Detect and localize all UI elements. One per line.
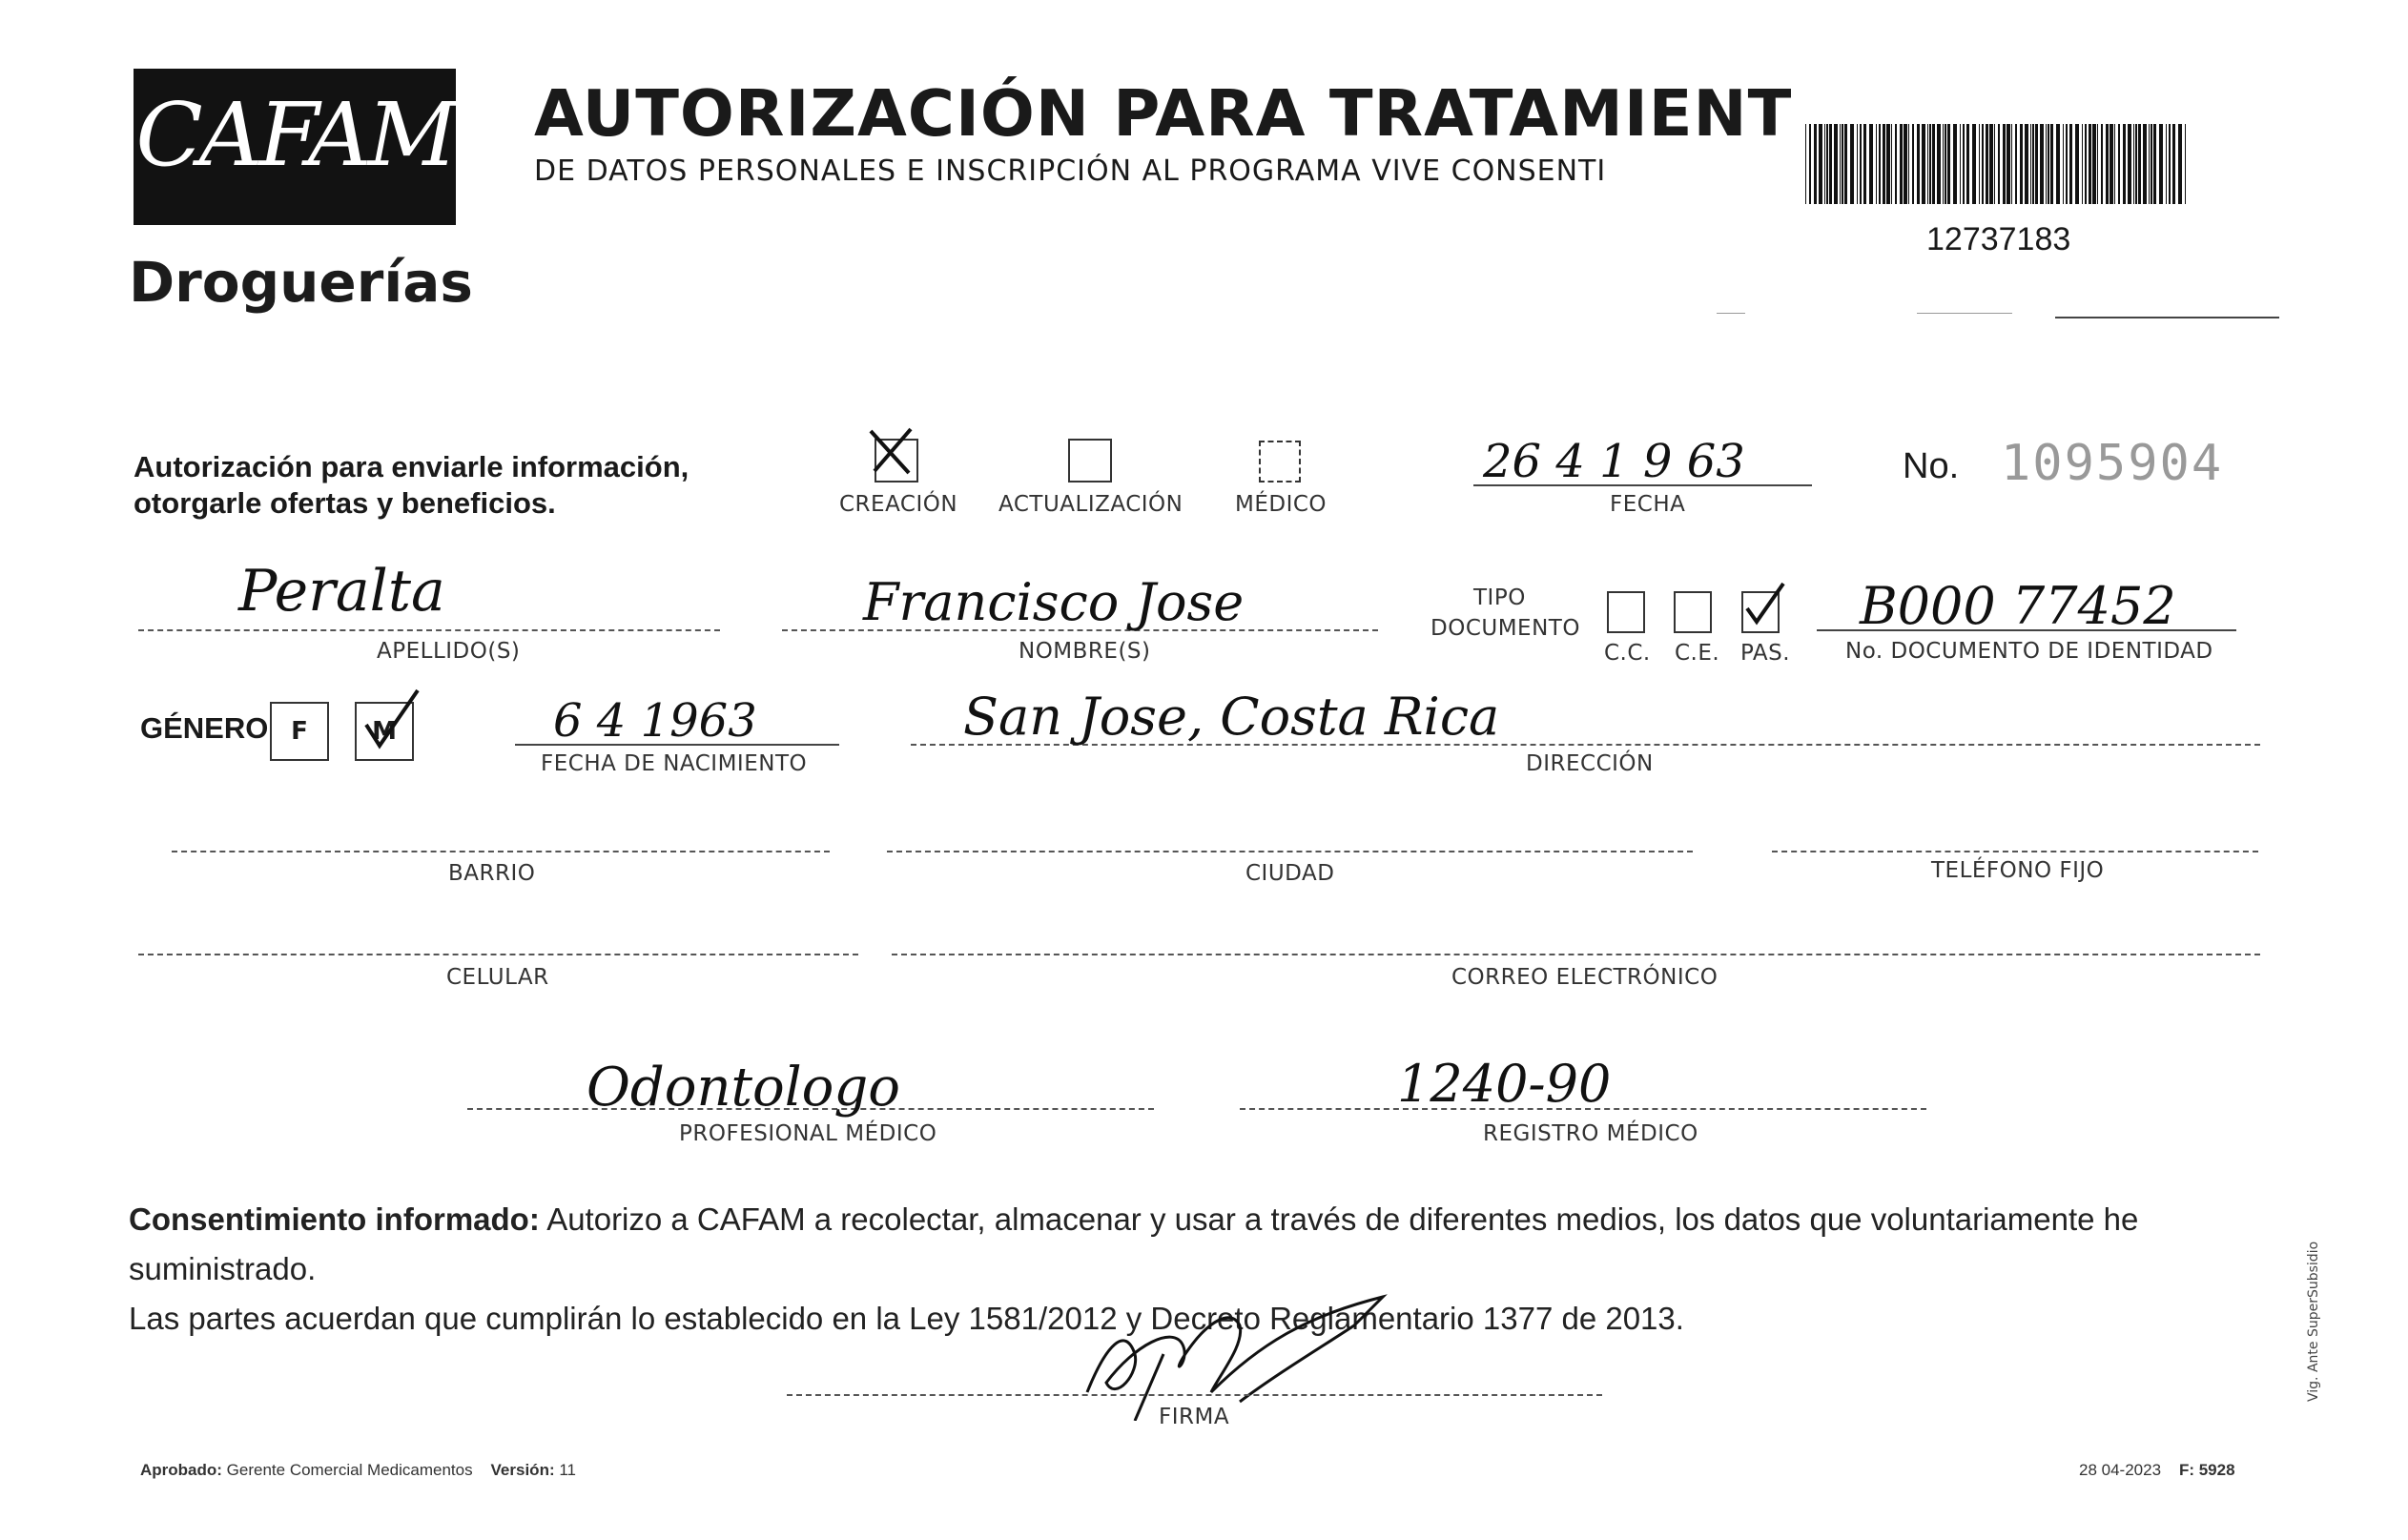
nacimiento-value: 6 4 1963: [553, 694, 757, 748]
barcode-bar: [1947, 124, 1950, 204]
barcode-bar: [1900, 124, 1903, 204]
barcode-bar: [2123, 124, 2126, 204]
barcode-bar: [2085, 124, 2087, 204]
barcode-bar: [1966, 124, 1969, 204]
telefono-label: TELÉFONO FIJO: [1931, 858, 2105, 883]
direccion-label: DIRECCIÓN: [1526, 751, 1654, 776]
signature-icon: [1049, 1287, 1411, 1421]
barcode-bar: [1829, 124, 1832, 204]
barrio-label: BARRIO: [448, 861, 536, 886]
barcode-bar: [1857, 124, 1858, 204]
barcode-bar: [1809, 124, 1811, 204]
barcode-bar: [1886, 124, 1890, 204]
barcode-bar: [1953, 124, 1957, 204]
nombres-label: NOMBRE(S): [1019, 639, 1151, 664]
barcode-bar: [1917, 124, 1920, 204]
profesional-label: PROFESIONAL MÉDICO: [679, 1121, 937, 1146]
consent-heading: Consentimiento informado:: [129, 1201, 540, 1237]
barcode-bar: [2015, 124, 2017, 204]
barcode-bar: [1982, 124, 1984, 204]
barcode-bar: [2118, 124, 2120, 204]
barcode-bar: [1963, 124, 1965, 204]
barcode-bar: [1989, 124, 1993, 204]
celular-line[interactable]: [138, 954, 858, 955]
barcode-bar: [1912, 124, 1914, 204]
barcode-bar: [1850, 124, 1854, 204]
creacion-checkbox[interactable]: [875, 439, 918, 483]
barcode-bar: [2089, 124, 2091, 204]
barcode-bar: [1842, 124, 1843, 204]
barcode-bar: [2046, 124, 2047, 204]
barrio-line[interactable]: [172, 851, 830, 852]
form-title: AUTORIZACIÓN PARA TRATAMIENT: [534, 76, 1793, 151]
barcode-bar: [2138, 124, 2141, 204]
direccion-value: San Jose, Costa Rica: [963, 687, 1500, 747]
aprobado-label: Aprobado:: [140, 1461, 222, 1479]
genero-f-label: F: [291, 717, 308, 746]
ce-checkbox[interactable]: [1674, 591, 1712, 633]
pas-label: PAS.: [1740, 641, 1791, 666]
barcode-bar: [1998, 124, 2000, 204]
barcode-bar: [1994, 124, 1995, 204]
barcode-bar: [2178, 124, 2182, 204]
footer-codes: [2079, 1461, 2235, 1480]
barcode-bar: [2172, 124, 2175, 204]
barcode-bar: [2101, 124, 2103, 204]
barcode-bar: [1986, 124, 1988, 204]
genero-f-checkbox[interactable]: [270, 702, 329, 761]
barcode-bar: [1879, 124, 1881, 204]
barcode-bar: [2020, 124, 2023, 204]
barcode-bar: [1860, 124, 1862, 204]
cc-checkbox[interactable]: [1607, 591, 1645, 633]
barcode-bar: [1805, 124, 1806, 204]
genero-m-checkbox[interactable]: [355, 702, 414, 761]
barcode-bar: [2040, 124, 2044, 204]
apellidos-line[interactable]: [138, 629, 720, 631]
barcode-bar: [2048, 124, 2049, 204]
barcode-bar: [1945, 124, 1946, 204]
correo-line[interactable]: [892, 954, 2260, 955]
apellidos-value: Peralta: [238, 558, 445, 625]
f-code: F: 5928: [2178, 1461, 2235, 1479]
barcode-bar: [1840, 124, 1841, 204]
nombres-value: Francisco Jose: [863, 572, 1245, 632]
version-value: 11: [559, 1461, 577, 1479]
aprobado-value: Gerente Comercial Medicamentos: [226, 1461, 473, 1479]
brand-subtitle: Droguerías: [129, 250, 473, 315]
barcode-bar: [2110, 124, 2113, 204]
genero-m-label: M: [372, 717, 397, 746]
check-mark-icon: [357, 687, 423, 753]
ciudad-line[interactable]: [887, 851, 1693, 852]
barcode-bar: [2114, 124, 2115, 204]
tipo-label: TIPO: [1473, 585, 1526, 610]
fecha-label: FECHA: [1610, 492, 1686, 517]
divider: [2055, 317, 2279, 318]
cafam-logo: CAFAM: [135, 84, 454, 186]
authorization-label-line2: otorgarle ofertas y beneficios.: [134, 486, 556, 520]
barcode-bar: [2025, 124, 2028, 204]
barcode-bar: [2143, 124, 2147, 204]
barcode-bar: [1932, 124, 1935, 204]
barcode-bar: [2135, 124, 2137, 204]
footer-approval: [140, 1461, 576, 1480]
barcode-bar: [1922, 124, 1925, 204]
genero-label: GÉNERO: [140, 711, 269, 745]
barcode-bar: [2003, 124, 2006, 204]
barcode-bar: [1844, 124, 1847, 204]
side-text: Vig. Ante SuperSubsidio: [2306, 1241, 2321, 1402]
barcode-bar: [2169, 124, 2171, 204]
celular-label: CELULAR: [446, 965, 549, 990]
barcode-bar: [1834, 124, 1838, 204]
check-mark-icon: [1741, 580, 1789, 627]
barcode-bar: [2159, 124, 2163, 204]
barcode-bar: [2069, 124, 2072, 204]
barcode-bar: [2035, 124, 2038, 204]
barcode-bar: [1863, 124, 1866, 204]
barcode-bar: [1891, 124, 1892, 204]
barcode-bar: [2063, 124, 2064, 204]
barcode-bar: [2128, 124, 2131, 204]
authorization-label-line1: Autorización para enviarle información,: [134, 450, 689, 483]
barcode-bar: [2106, 124, 2109, 204]
barcode-bar: [2185, 124, 2186, 204]
x-mark-icon: [865, 421, 922, 479]
consent-text-line2: Las partes acuerdan que cumplirán lo establecido en la Ley 1581/2012 y Decreto Reglamentario 1377 de 2013.: [129, 1301, 1684, 1336]
telefono-line[interactable]: [1772, 851, 2258, 852]
creacion-label: CREACIÓN: [839, 492, 958, 517]
barcode-bar: [2153, 124, 2156, 204]
signature-label: FIRMA: [1159, 1405, 1230, 1429]
registro-label: REGISTRO MÉDICO: [1483, 1121, 1698, 1146]
barcode-bar: [2030, 124, 2031, 204]
medico-checkbox[interactable]: [1259, 441, 1301, 483]
barcode-icon: [1805, 124, 2192, 204]
no-label: No.: [1903, 446, 1960, 486]
barcode-bar: [1895, 124, 1897, 204]
barcode-number: 12737183: [1926, 221, 2071, 257]
divider: [1717, 313, 1745, 314]
barcode-bar: [2097, 124, 2098, 204]
fecha-value: 26 4 1 9 63: [1483, 435, 1745, 488]
barcode-bar: [1819, 124, 1822, 204]
registro-value: 1240-90: [1397, 1054, 1612, 1114]
barcode-bar: [2082, 124, 2083, 204]
apellidos-label: APELLIDO(S): [377, 639, 521, 664]
barcode-bar: [1943, 124, 1944, 204]
barcode-bar: [1937, 124, 1941, 204]
barcode-bar: [1826, 124, 1828, 204]
medico-label: MÉDICO: [1235, 492, 1327, 517]
doc-number-value: B000 77452: [1860, 576, 2176, 636]
barcode-bar: [2166, 124, 2167, 204]
barcode-bar: [2151, 124, 2152, 204]
barcode-bar: [1908, 124, 1909, 204]
date-code: 28 04-2023: [2079, 1461, 2162, 1479]
barcode-bar: [2050, 124, 2053, 204]
version-label: Versión:: [490, 1461, 555, 1479]
consent-text-line1: Autorizo a CAFAM a recolectar, almacenar y usar a través de diferentes medios, los datos que voluntariamente he suministrado.: [129, 1201, 2139, 1286]
form-subtitle: DE DATOS PERSONALES E INSCRIPCIÓN AL PROGRAMA VIVE CONSENTI: [534, 154, 1607, 188]
barcode-bar: [1869, 124, 1873, 204]
barcode-bar: [2011, 124, 2012, 204]
barcode-bar: [1927, 124, 1928, 204]
form-number: 1095904: [2001, 435, 2224, 492]
barcode-bar: [1960, 124, 1961, 204]
barcode-bar: [2149, 124, 2150, 204]
barcode-bar: [1904, 124, 1907, 204]
ciudad-label: CIUDAD: [1245, 861, 1335, 886]
fecha-line: [1473, 484, 1812, 486]
actualizacion-checkbox[interactable]: [1068, 439, 1112, 483]
doc-number-label: No. DOCUMENTO DE IDENTIDAD: [1845, 639, 2213, 664]
barcode-bar: [2133, 124, 2134, 204]
barcode-bar: [2032, 124, 2034, 204]
correo-label: CORREO ELECTRÓNICO: [1451, 965, 1719, 990]
barcode-bar: [1824, 124, 1825, 204]
actualizacion-label: ACTUALIZACIÓN: [998, 492, 1183, 517]
barcode-bar: [2066, 124, 2068, 204]
barcode-bar: [1972, 124, 1976, 204]
barcode-bar: [1883, 124, 1885, 204]
barcode-bar: [1979, 124, 1980, 204]
ce-label: C.E.: [1675, 641, 1720, 666]
barcode-bar: [1876, 124, 1877, 204]
barcode-bar: [2075, 124, 2079, 204]
documento-label: DOCUMENTO: [1430, 616, 1580, 641]
barcode-bar: [2056, 124, 2060, 204]
nacimiento-label: FECHA DE NACIMIENTO: [541, 751, 808, 776]
barcode-bar: [1814, 124, 1817, 204]
barcode-bar: [1929, 124, 1931, 204]
divider: [1917, 313, 2012, 314]
profesional-value: Odontologo: [587, 1057, 900, 1119]
barcode-bar: [2007, 124, 2010, 204]
signature-line[interactable]: [787, 1394, 1602, 1396]
cc-label: C.C.: [1604, 641, 1651, 666]
barcode-bar: [2092, 124, 2096, 204]
pas-checkbox[interactable]: [1741, 591, 1780, 633]
